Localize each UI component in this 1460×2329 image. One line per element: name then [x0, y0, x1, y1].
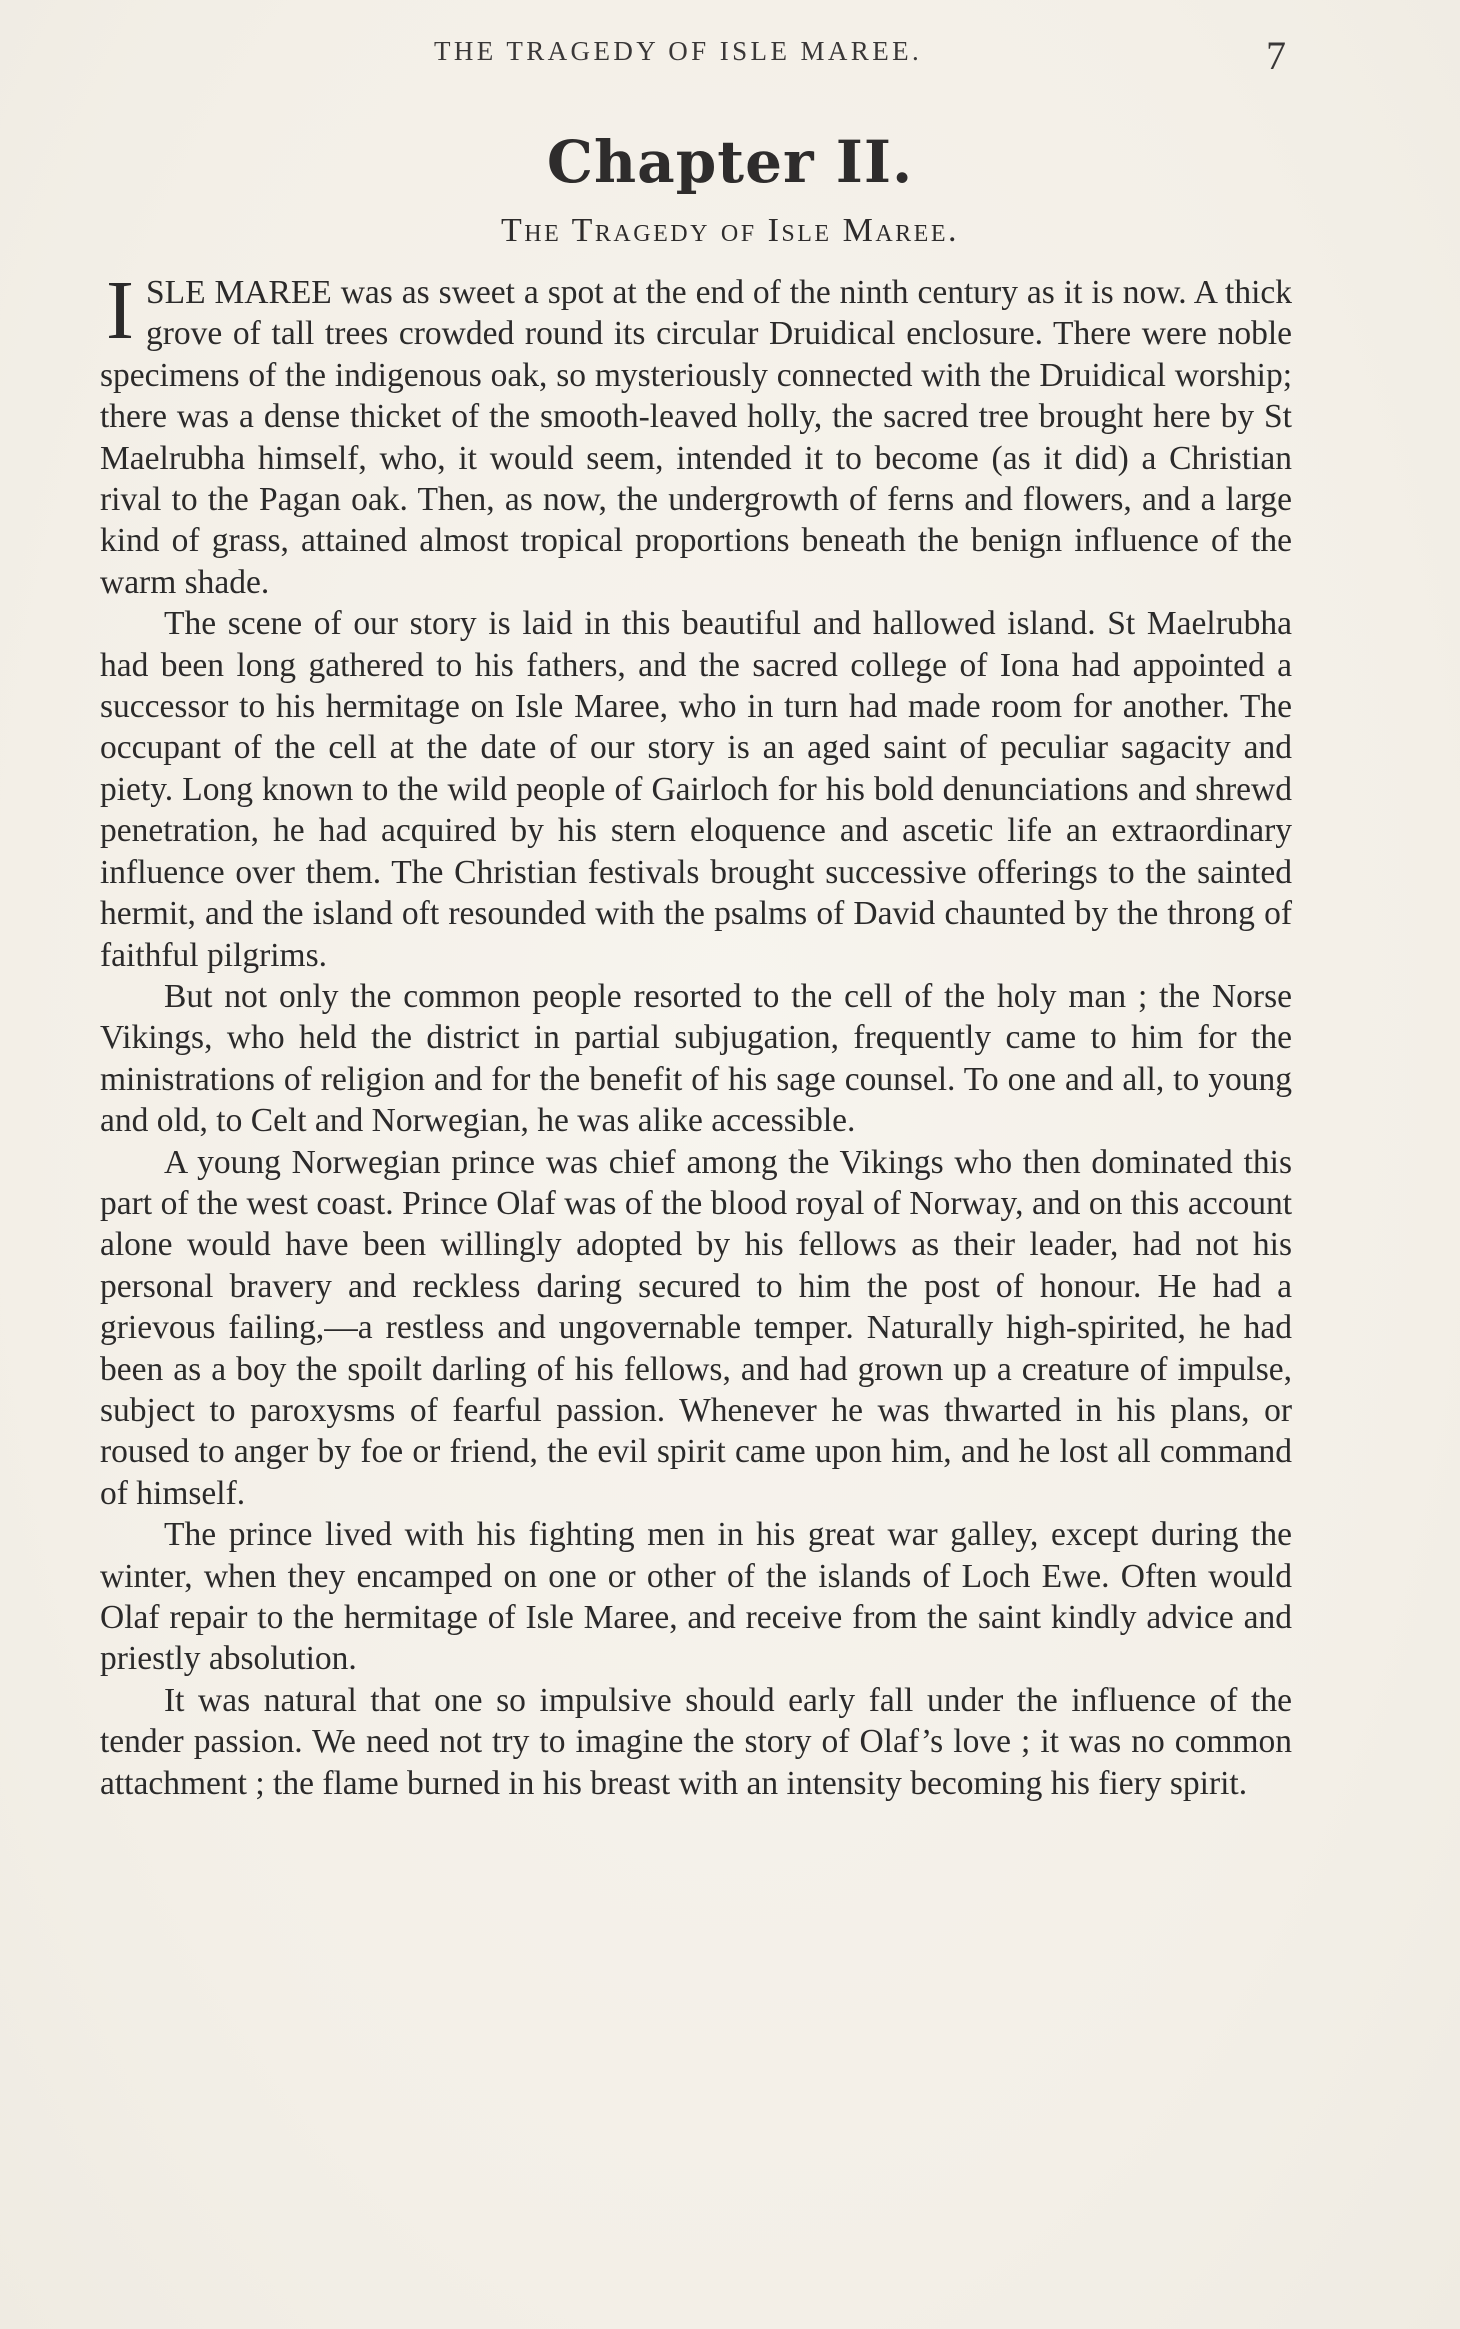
- paragraph-5: The prince lived with his fighting men in his great war galley, except during the winter, when they encamped on one or other of the islands of Loch Ewe. Often would Olaf repair to the hermitage of Isle Maree, and receive from the saint kindly advice and priestly absolution.: [100, 1516, 1292, 1678]
- running-head: [0, 33, 1460, 78]
- paragraph-text: was as sweet a spot at the end of the ninth century as it is now. A thick grove of tall trees crowded round its circular Druidical enclosure. There were noble specimens of the indigenous oak, so mysteriously connected with the Druidical worship; there was a dense thicket of the smooth-leaved holly, the sacred tree brought here by St Maelrubha himself, who, it would seem, intended it to become (as it did) a Christian rival to the Pagan oak. Then, as now, the undergrowth of ferns and flowers, and a large kind of grass, attained almost tropical proportions beneath the benign influence of the warm shade.: [100, 274, 1292, 601]
- running-title: THE TRAGEDY OF ISLE MAREE.: [434, 36, 923, 66]
- paragraph-3: But not only the common people resorted to the cell of the holy man ; the Norse Vikings, who held the district in partial subjugation, frequently came to him for the ministrations of religion and for the benefit of his sage counsel. To one and all, to young and old, to Celt and Norwegian, he was alike accessible.: [100, 977, 1292, 1140]
- paragraph-6: It was natural that one so impulsive should early fall under the influence of the tender passion. We need not try to imagine the story of Olaf’s love ; it was no common attachment ; the flame burned in his breast with an intensity becoming his fiery spirit.: [100, 1681, 1292, 1802]
- chapter-heading: Chapter II.: [546, 128, 914, 196]
- drop-cap: I: [106, 264, 134, 357]
- paragraph-4: A young Norwegian prince was chief among the Vikings who then dominated this part of the west coast. Prince Olaf was of the blood royal of Norway, and on this account alone would have been willingly adopted by his fellows as their leader, had not his personal bravery and reckless daring secured to him the post of honour. He had a grievous failing,—a restless and ungovernable temper. Naturally high-spirited, he had been as a boy the spoilt darling of his fellows, and had grown up a creature of impulse, subject to paroxysms of fearful passion. Whenever he was thwarted in his plans, or roused to anger by foe or friend, the evil spirit came upon him, and he lost all command of himself.: [100, 1143, 1292, 1512]
- paragraph-1: [100, 264, 1292, 603]
- chapter-subtitle: The Tragedy of Isle Maree.: [501, 212, 959, 249]
- chapter-body: [100, 264, 1292, 1804]
- paragraph-lead-words: SLE MAREE: [145, 274, 332, 311]
- paragraph-2: The scene of our story is laid in this beautiful and hallowed island. St Maelrubha had been long gathered to his fathers, and the sacred college of Iona had appointed a successor to his hermitage on Isle Maree, who in turn had made room for another. The occupant of the cell at the date of our story is an aged saint of peculiar sagacity and piety. Long known to the wild people of Gairloch for his bold denunciations and shrewd penetration, he had acquired by his stern eloquence and ascetic life an extraordinary influence over them. The Christian festivals brought successive offerings to the sainted hermit, and the island oft resounded with the psalms of David chaunted by the throng of faithful pilgrims.: [100, 605, 1292, 974]
- page-number: 7: [1266, 33, 1286, 78]
